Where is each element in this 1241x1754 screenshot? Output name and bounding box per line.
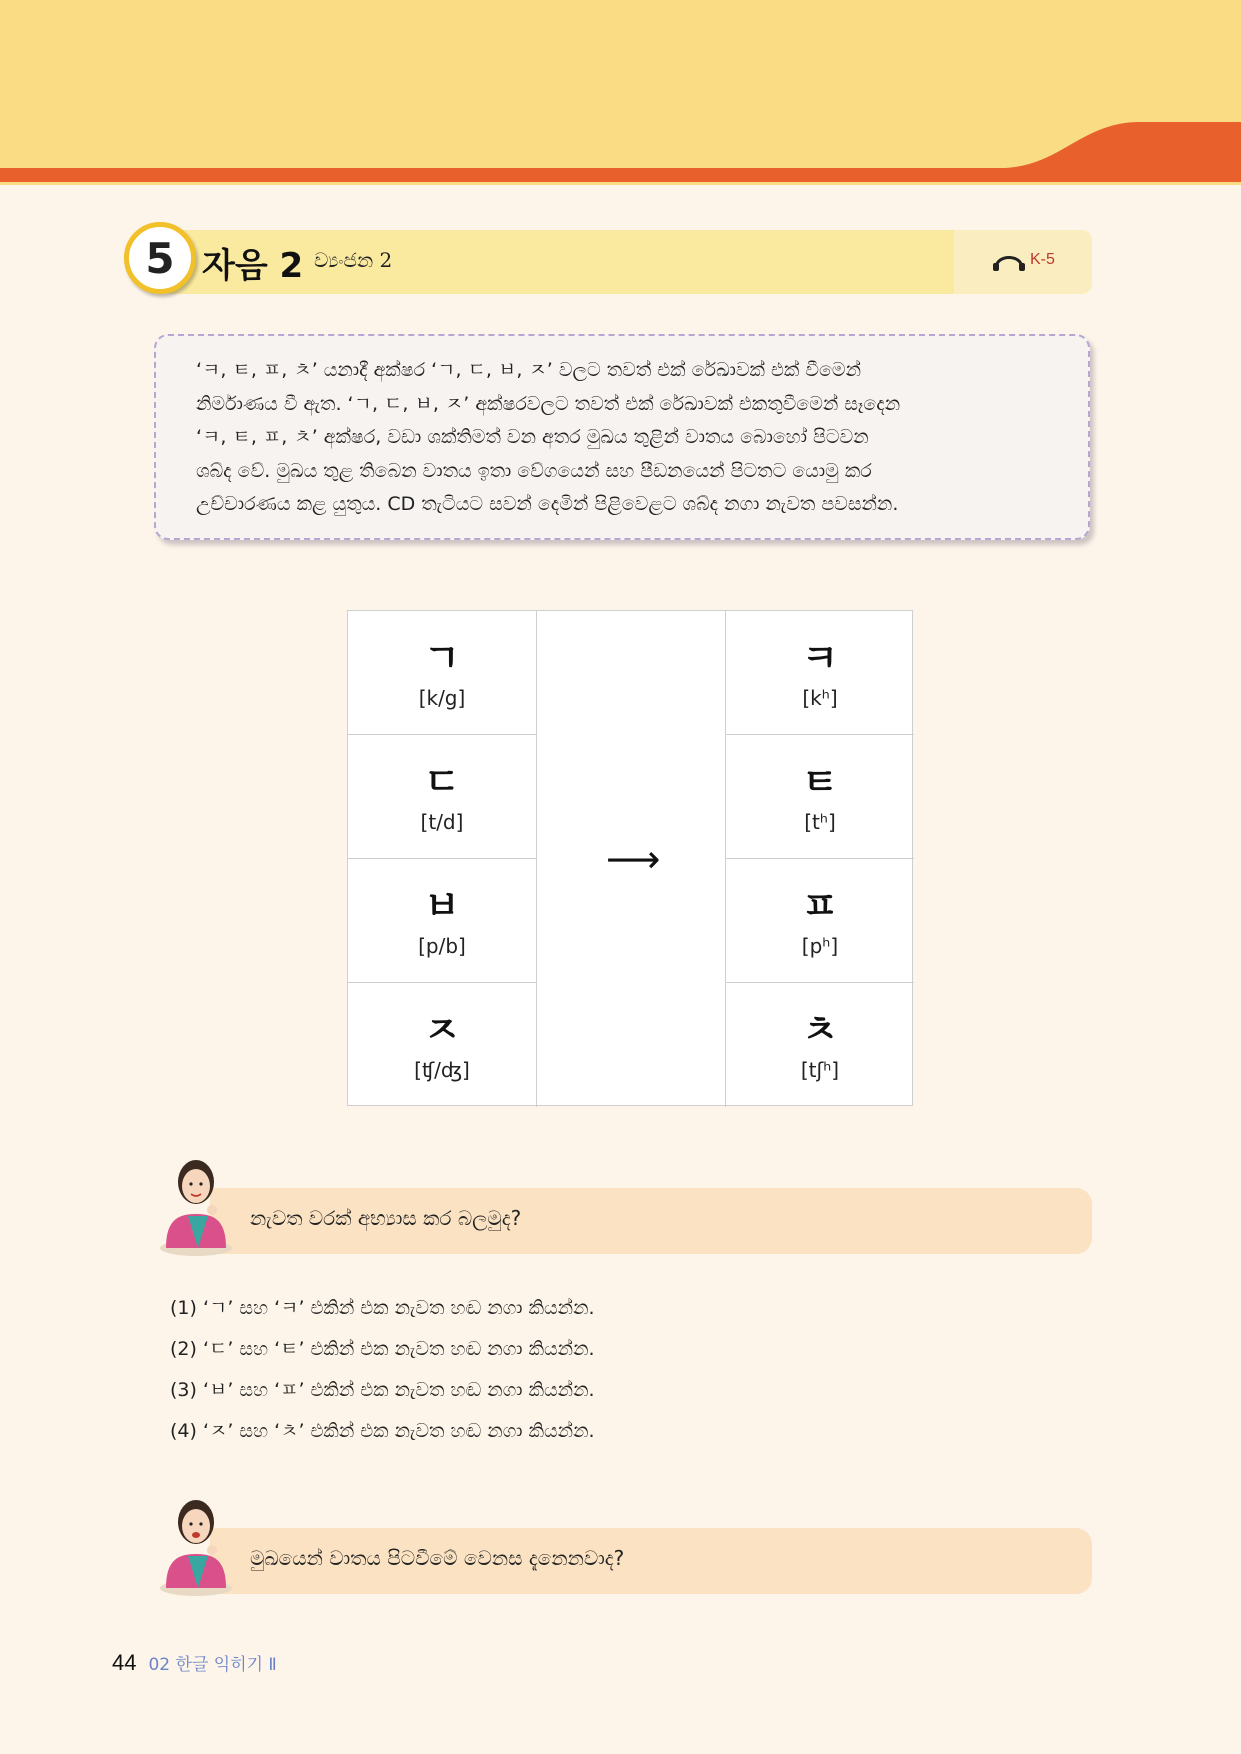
- consonant-ipa: [k/g]: [418, 685, 466, 710]
- headphones-icon: [992, 248, 1026, 272]
- consonant-char: ㄱ: [423, 635, 461, 680]
- consonant-cell-left: [348, 983, 537, 1107]
- track-label: K-5: [1030, 251, 1055, 268]
- section-number-badge: 5: [124, 222, 196, 294]
- consonant-cell-right: [725, 735, 914, 859]
- consonant-ipa: [t/d]: [420, 809, 464, 834]
- intro-line: ‘ㅋ, ㅌ, ㅍ, ㅊ’ අක්ෂර, වඩා ශක්තිමත් වන අතර මුඛය තුළින් වාතය බොහෝ පිටවන: [196, 426, 869, 448]
- consonant-cell-left: [348, 611, 537, 735]
- consonant-char: ㅊ: [801, 1008, 839, 1052]
- intro-box: [154, 334, 1090, 540]
- consonant-ipa: [tʰ]: [804, 809, 836, 834]
- consonant-char: ㅍ: [801, 883, 839, 928]
- consonant-char: ㅋ: [801, 635, 839, 680]
- consonant-ipa: [p/b]: [418, 933, 466, 958]
- page-footer: [112, 1650, 277, 1676]
- section-title: 자음 2: [202, 246, 304, 286]
- consonant-cell-right: [725, 611, 914, 735]
- page-number: 44: [112, 1650, 137, 1675]
- chapter-label: 02 한글 익히기 Ⅱ: [148, 1655, 277, 1675]
- exercise-item: (2) ‘ㄷ’ සහ ‘ㅌ’ එකින් එක නැවත හඬ නගා කියන්න.: [170, 1338, 595, 1360]
- consonant-ipa: [tʃʰ]: [800, 1058, 840, 1082]
- consonant-cell-right: [725, 859, 914, 983]
- consonant-cell-left: [348, 735, 537, 859]
- intro-line: නිර්මාණය වී ඇත. ‘ㄱ, ㄷ, ㅂ, ㅈ’ අක්ෂරවලට තවත් එක් රේඛාවක් එකතුවීමෙන් සෑදෙන: [196, 392, 901, 415]
- consonant-cell-left: [348, 859, 537, 983]
- consonant-char: ㅈ: [423, 1008, 461, 1052]
- exercise-item: (1) ‘ㄱ’ සහ ‘ㅋ’ එකින් එක නැවත හඬ නගා කියන්න.: [170, 1297, 595, 1319]
- question-prompt-bubble: [210, 1528, 1092, 1594]
- exercise-list: [170, 1288, 595, 1452]
- section-header: [124, 222, 1092, 296]
- consonant-ipa: [ʧ/ʤ]: [414, 1058, 470, 1082]
- consonant-char: ㅌ: [801, 759, 839, 804]
- teacher-avatar-icon: [158, 1148, 238, 1258]
- intro-line: උච්චාරණය කළ යුතුය. CD තැටියට සවන් දෙමින් පිළිවෙළට ශබ්ද නගා නැවත පවසන්න.: [196, 493, 899, 515]
- consonant-char: ㄷ: [423, 759, 461, 804]
- audio-track[interactable]: [992, 248, 1055, 272]
- question-prompt-text: මුඛයෙන් වාතය පිටවීමේ වෙනස දැනෙනවාද?: [250, 1546, 625, 1570]
- arrow-right-icon: ⟶: [606, 837, 661, 881]
- exercise-item: (4) ‘ㅈ’ සහ ‘ㅊ’ එකින් එක නැවත හඬ නගා කියන්න.: [170, 1420, 595, 1442]
- practice-prompt-text: නැවත වරක් අභ්‍යාස කර බලමුද?: [250, 1206, 522, 1230]
- teacher-avatar-icon: [158, 1488, 238, 1598]
- exercise-item: (3) ‘ㅂ’ සහ ‘ㅍ’ එකින් එක නැවත හඬ නගා කියන්න.: [170, 1379, 595, 1401]
- consonant-table: [347, 610, 913, 1106]
- consonant-ipa: [kʰ]: [802, 685, 838, 710]
- consonant-cell-right: [725, 983, 914, 1107]
- practice-prompt-bubble: [210, 1188, 1092, 1254]
- intro-line: ‘ㅋ, ㅌ, ㅍ, ㅊ’ යනාදී අක්ෂර ‘ㄱ, ㄷ, ㅂ, ㅈ’ වලට තවත් එක් රේඛාවක් එක් වීමෙන්: [196, 359, 862, 381]
- consonant-ipa: [pʰ]: [801, 933, 839, 958]
- header-banner: [0, 0, 1241, 185]
- intro-line: ශබ්ද වේ. මුඛය තුළ තිබෙන වාතය ඉතා වේගයෙන් සහ පීඩනයෙන් පිටතට යොමු කර: [196, 459, 872, 482]
- consonant-char: ㅂ: [423, 883, 461, 928]
- section-subtitle: ව්‍යංජන 2: [314, 248, 393, 272]
